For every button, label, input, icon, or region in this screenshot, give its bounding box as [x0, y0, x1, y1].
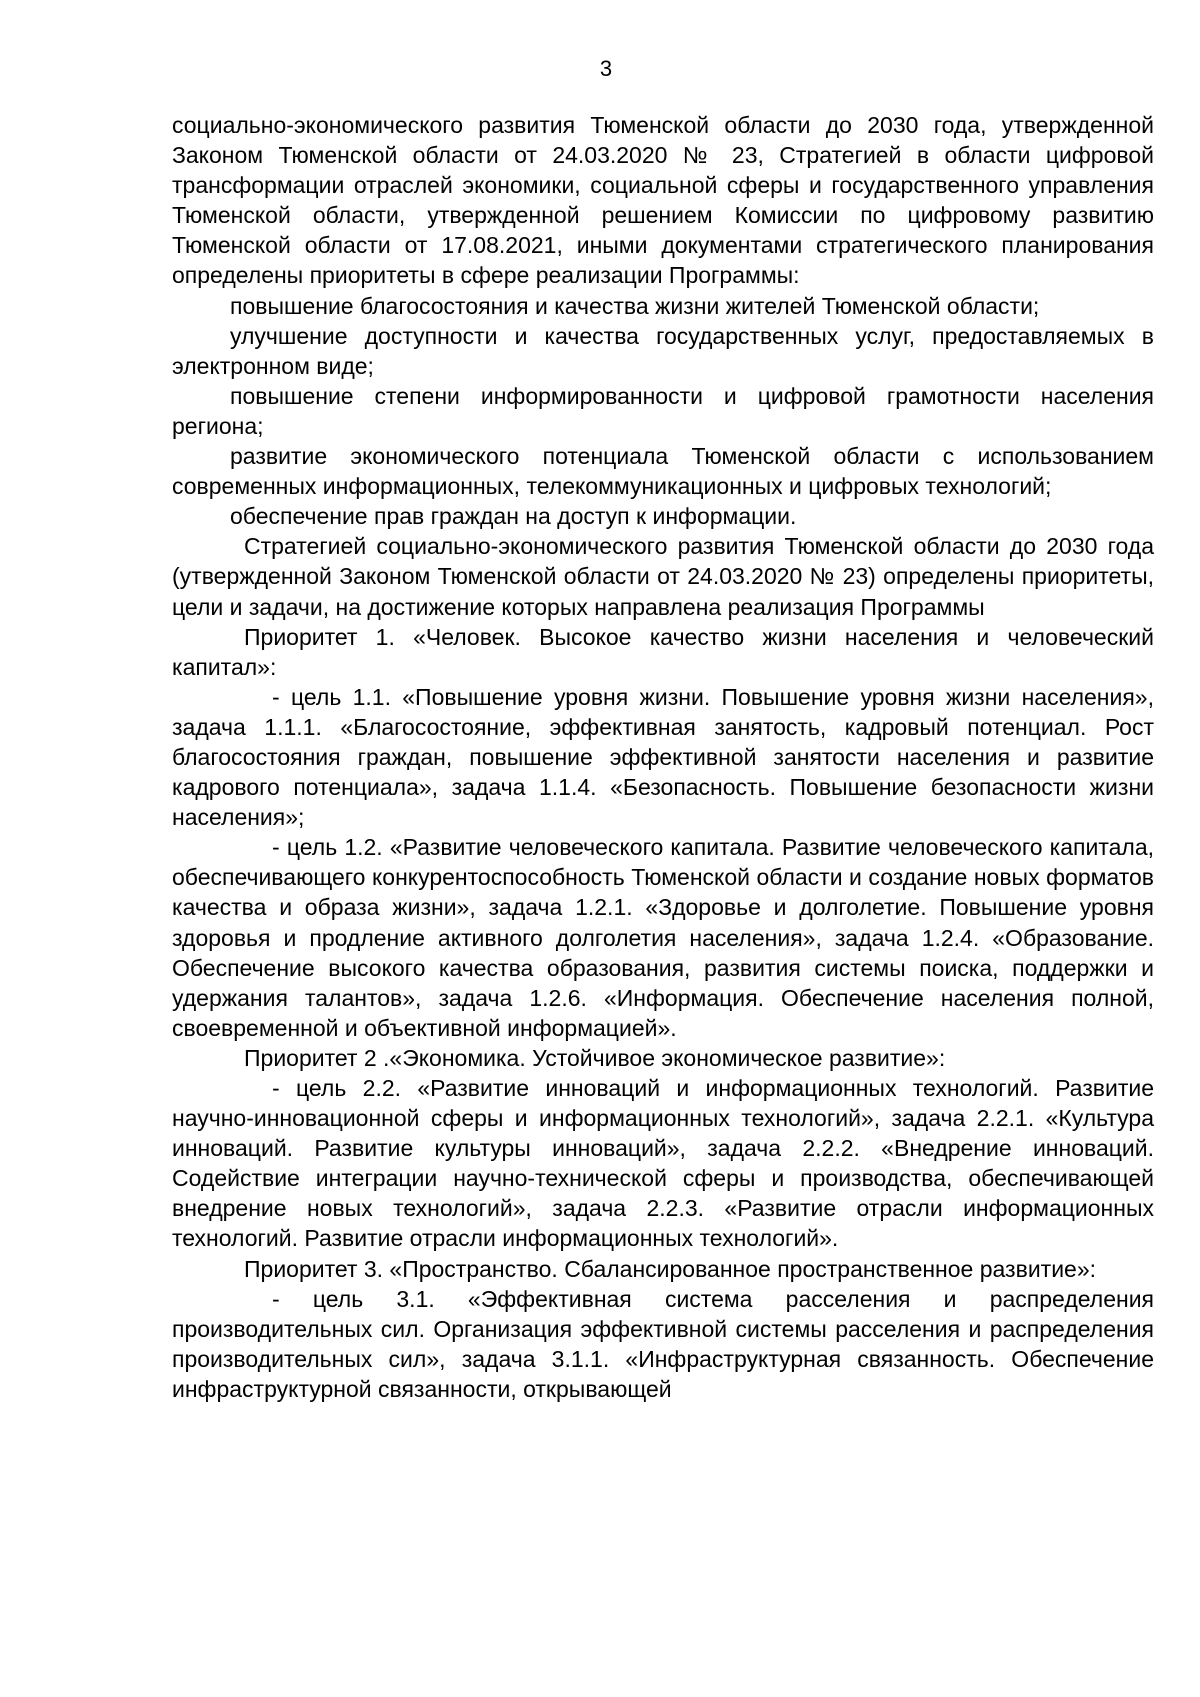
goal-item: - цель 2.2. «Развитие инноваций и информационных технологий. Развитие научно-инновационной сферы и информационных технологий», задача 2.2.1. «Культура инноваций. Развитие культуры инноваций», задача 2.2.2. «Внедрение инноваций. Содействие интеграции научно-технической сферы и производства, обеспечивающей внедрение новых технологий», задача 2.2.3. «Развитие отрасли информационных технологий. Развитие отрасли информационных технологий».: [172, 1075, 1154, 1252]
goal-item: - цель 3.1. «Эффективная система расселения и распределения производительных сил. Организация эффективной системы расселения и распределения производительных сил», задача 3.1.1. «Инфраструктурная связанность. Обеспечение инфраструктурной связанности, открывающей: [172, 1285, 1154, 1402]
list-item: повышение степени информированности и цифровой грамотности населения региона;: [172, 382, 1154, 439]
list-item: улучшение доступности и качества государственных услуг, предоставляемых в электронном виде;: [172, 322, 1154, 379]
list-item: обеспечение прав граждан на доступ к информации.: [230, 503, 797, 530]
paragraph-intro: социально-экономического развития Тюменской области до 2030 года, утвержденной Законом Тюменской области от 24.03.2020 № 23, Стратегией в области цифровой трансформации отраслей экономики, социальной сферы и государственного управления Тюменской области, утвержденной решением Комиссии по цифровому развитию Тюменской области от 17.08.2021, иными документами стратегического планирования определены приоритеты в сфере реализации Программы:: [172, 112, 1154, 289]
list-item: повышение благосостояния и качества жизни жителей Тюменской области;: [230, 292, 1040, 319]
document-body: [172, 110, 1154, 1404]
page-number: 3: [599, 56, 613, 81]
goal-item: - цель 1.1. «Повышение уровня жизни. Повышение уровня жизни населения», задача 1.1.1. «Благосостояние, эффективная занятость, кадровый потенциал. Рост благосостояния граждан, повышение эффективной занятости населения и развитие кадрового потенциала», задача 1.1.4. «Безопасность. Повышение безопасности жизни населения»;: [172, 683, 1154, 831]
priority-heading: Приоритет 2 .«Экономика. Устойчивое экономическое развитие»:: [244, 1044, 946, 1071]
goal-item: - цель 1.2. «Развитие человеческого капитала. Развитие человеческого капитала, обеспечивающего конкурентоспособность Тюменской области и создание новых форматов качества и образа жизни», задача 1.2.1. «Здоровье и долголетие. Повышение уровня здоровья и продление активного долголетия населения», задача 1.2.4. «Образование. Обеспечение высокого качества образования, развития системы поиска, поддержки и удержания талантов», задача 1.2.6. «Информация. Обеспечение населения полной, своевременной и объективной информацией».: [172, 834, 1154, 1041]
list-item: развитие экономического потенциала Тюменской области с использованием современных информационных, телекоммуникационных и цифровых технологий;: [172, 443, 1154, 500]
paragraph-strategy: Стратегией социально-экономического развития Тюменской области до 2030 года (утвержденной Законом Тюменской области от 24.03.2020 № 23) определены приоритеты, цели и задачи, на достижение которых направлена реализация Программы: [172, 533, 1154, 620]
priority-heading: Приоритет 1. «Человек. Высокое качество жизни населения и человеческий капитал»:: [172, 623, 1154, 680]
priority-heading: Приоритет 3. «Пространство. Сбалансированное пространственное развитие»:: [244, 1255, 1097, 1282]
